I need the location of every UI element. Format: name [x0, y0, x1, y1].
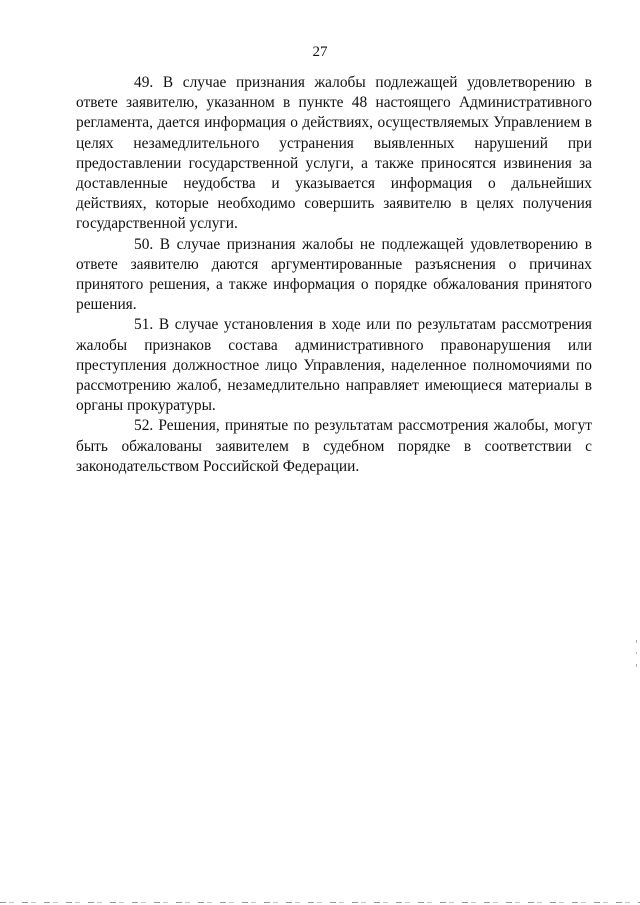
scan-artifact [636, 640, 637, 643]
scan-artifact [636, 664, 637, 667]
paragraph-51: 51. В случае установления в ходе или по результатам рассмотрения жалобы признаков состава административного правонарушения или преступления должностное лицо Управления, наделенное полномочиями по рассмотрению жалоб, незамедлительно направляет имеющиеся материалы в органы прокуратуры. [76, 316, 592, 415]
document-body [76, 73, 592, 477]
paragraph-52: 52. Решения, принятые по результатам рассмотрения жалобы, могут быть обжалованы заявителем в судебном порядке в соответствии с законодательством Российской Федерации. [76, 417, 592, 475]
paragraph-49: 49. В случае признания жалобы подлежащей удовлетворению в ответе заявителю, указанном в пункте 48 настоящего Административного регламента, дается информация о действиях, осуществляемых Управлением в целях незамедлительного устранения выявленных нарушений при предоставлении государственной услуги, а также приносятся извинения за доставленные неудобства и указывается информация о дальнейших действиях, которые необходимо совершить заявителю в целях получения государственной услуги. [76, 74, 592, 233]
scan-edge-line [0, 902, 640, 903]
scan-artifact [636, 652, 637, 654]
page-number: 27 [312, 44, 328, 60]
paragraph-50: 50. В случае признания жалобы не подлежащей удовлетворению в ответе заявителю даются аргументированные разъяснения о причинах принятого решения, а также информация о порядке обжалования принятого решения. [76, 235, 592, 314]
